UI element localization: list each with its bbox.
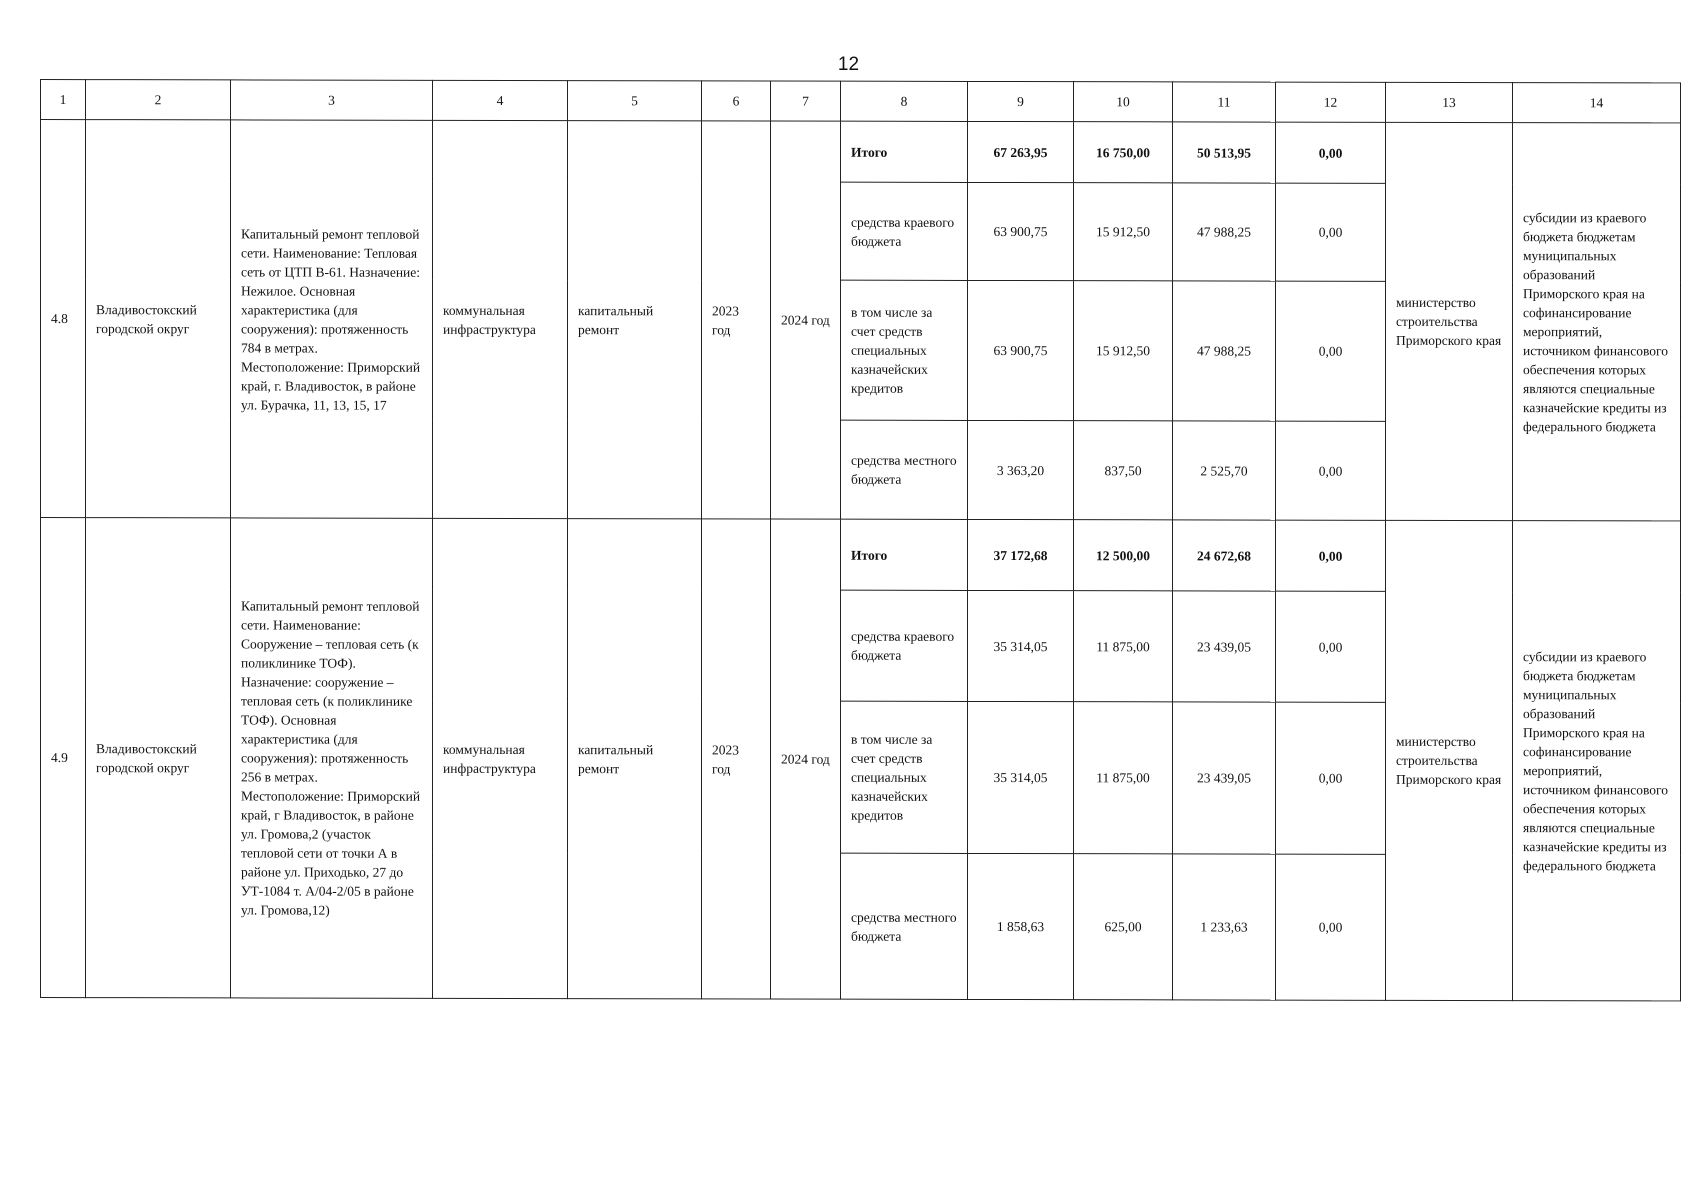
amount-cell: 1 233,63 <box>1173 854 1276 1000</box>
amount-cell: 0,00 <box>1276 281 1386 421</box>
budget-table <box>40 79 1681 1001</box>
amount-cell: 35 314,05 <box>968 701 1074 853</box>
amount-cell: 0,00 <box>1276 854 1386 1000</box>
amount-cell: 0,00 <box>1276 591 1386 702</box>
header-cell: 1 <box>41 80 86 120</box>
responsible-cell: министерство строительства Приморского края <box>1386 520 1513 1000</box>
header-cell: 14 <box>1513 83 1681 123</box>
amount-cell: 0,00 <box>1276 183 1386 281</box>
amount-cell: 67 263,95 <box>968 121 1074 182</box>
header-cell: 13 <box>1386 82 1513 122</box>
header-cell: 4 <box>433 80 568 120</box>
header-cell: 2 <box>86 80 231 120</box>
amount-cell: 47 988,25 <box>1173 183 1276 281</box>
amount-cell: 12 500,00 <box>1074 520 1173 591</box>
amount-cell: 23 439,05 <box>1173 591 1276 702</box>
object-description: Капитальный ремонт тепловой сети. Наименование: Сооружение – тепловая сеть (к поликлинике ТОФ). Назначение: сооружение – тепловая сеть (к поликлинике ТОФ). Основная характеристика (для сооружения): протяженность 256 в метрах. Местоположение: Приморский край, г Владивосток, в районе ул. Громова,2 (участок тепловой сети от точки А в районе ул. Приходько, 27 до УТ-1084 т. А/04-2/05 в районе ул. Громова,12) <box>231 518 433 998</box>
amount-cell: 35 314,05 <box>968 590 1074 701</box>
header-cell: 3 <box>231 80 433 120</box>
amount-cell: 2 525,70 <box>1173 421 1276 520</box>
amount-cell: 63 900,75 <box>968 280 1074 420</box>
start-year-cell: 2023 год <box>702 121 771 519</box>
header-cell: 9 <box>968 81 1074 121</box>
table-row <box>41 518 1681 592</box>
funding-source: средства краевого бюджета <box>841 182 968 280</box>
funding-source: средства местного бюджета <box>841 420 968 519</box>
category-cell: коммунальная инфраструктура <box>433 518 568 998</box>
amount-cell: 625,00 <box>1074 854 1173 1000</box>
amount-cell: 0,00 <box>1276 520 1386 591</box>
header-cell: 6 <box>702 81 771 121</box>
amount-cell: 15 912,50 <box>1074 281 1173 421</box>
municipality-cell: Владивостокский городской округ <box>86 120 231 518</box>
header-cell: 8 <box>841 81 968 121</box>
amount-cell: 3 363,20 <box>968 420 1074 519</box>
amount-cell: 63 900,75 <box>968 182 1074 280</box>
amount-cell: 37 172,68 <box>968 519 1074 590</box>
object-description: Капитальный ремонт тепловой сети. Наименование: Тепловая сеть от ЦТП В-61. Назначение: Нежилое. Основная характеристика (для сооружения): протяженность 784 в метрах. Местоположение: Приморский край, г. Владивосток, в районе ул. Бурачка, 11, 13, 15, 17 <box>231 120 433 518</box>
header-row <box>41 80 1681 123</box>
work-type-cell: капитальный ремонт <box>568 121 702 519</box>
amount-cell: 16 750,00 <box>1074 122 1173 183</box>
amount-cell: 0,00 <box>1276 421 1386 520</box>
amount-cell: 23 439,05 <box>1173 702 1276 854</box>
amount-cell: 837,50 <box>1074 421 1173 520</box>
page-number: 12 <box>837 54 860 75</box>
row-number: 4.9 <box>41 518 86 998</box>
amount-cell: 11 875,00 <box>1074 702 1173 854</box>
note-cell: субсидии из краевого бюджета бюджетам муниципальных образований Приморского края на софинансирование мероприятий, источником финансового обеспечения которых являются специальные казначейские кредиты из федерального бюджета <box>1513 123 1681 521</box>
header-cell: 12 <box>1276 82 1386 122</box>
amount-cell: 1 858,63 <box>968 853 1074 999</box>
funding-source: в том числе за счет средств специальных казначейских кредитов <box>841 701 968 853</box>
table-row <box>41 120 1681 184</box>
header-cell: 7 <box>771 81 841 121</box>
responsible-cell: министерство строительства Приморского края <box>1386 122 1513 520</box>
funding-source: в том числе за счет средств специальных казначейских кредитов <box>841 280 968 420</box>
funding-source: Итого <box>841 121 968 182</box>
amount-cell: 24 672,68 <box>1173 520 1276 591</box>
end-year-cell: 2024 год <box>771 121 841 519</box>
end-year-cell: 2024 год <box>771 519 841 999</box>
funding-source: средства краевого бюджета <box>841 590 968 701</box>
funding-source: Итого <box>841 519 968 590</box>
category-cell: коммунальная инфраструктура <box>433 120 568 518</box>
amount-cell: 15 912,50 <box>1074 183 1173 281</box>
work-type-cell: капитальный ремонт <box>568 519 702 999</box>
header-cell: 11 <box>1173 82 1276 122</box>
amount-cell: 11 875,00 <box>1074 591 1173 702</box>
funding-source: средства местного бюджета <box>841 853 968 999</box>
header-cell: 5 <box>568 81 702 121</box>
amount-cell: 0,00 <box>1276 702 1386 854</box>
amount-cell: 50 513,95 <box>1173 122 1276 183</box>
header-cell: 10 <box>1074 82 1173 122</box>
note-cell: субсидии из краевого бюджета бюджетам муниципальных образований Приморского края на софинансирование мероприятий, источником финансового обеспечения которых являются специальные казначейские кредиты из федерального бюджета <box>1513 521 1681 1001</box>
amount-cell: 0,00 <box>1276 122 1386 183</box>
row-number: 4.8 <box>41 120 86 518</box>
start-year-cell: 2023 год <box>702 519 771 999</box>
municipality-cell: Владивостокский городской округ <box>86 518 231 998</box>
amount-cell: 47 988,25 <box>1173 281 1276 421</box>
